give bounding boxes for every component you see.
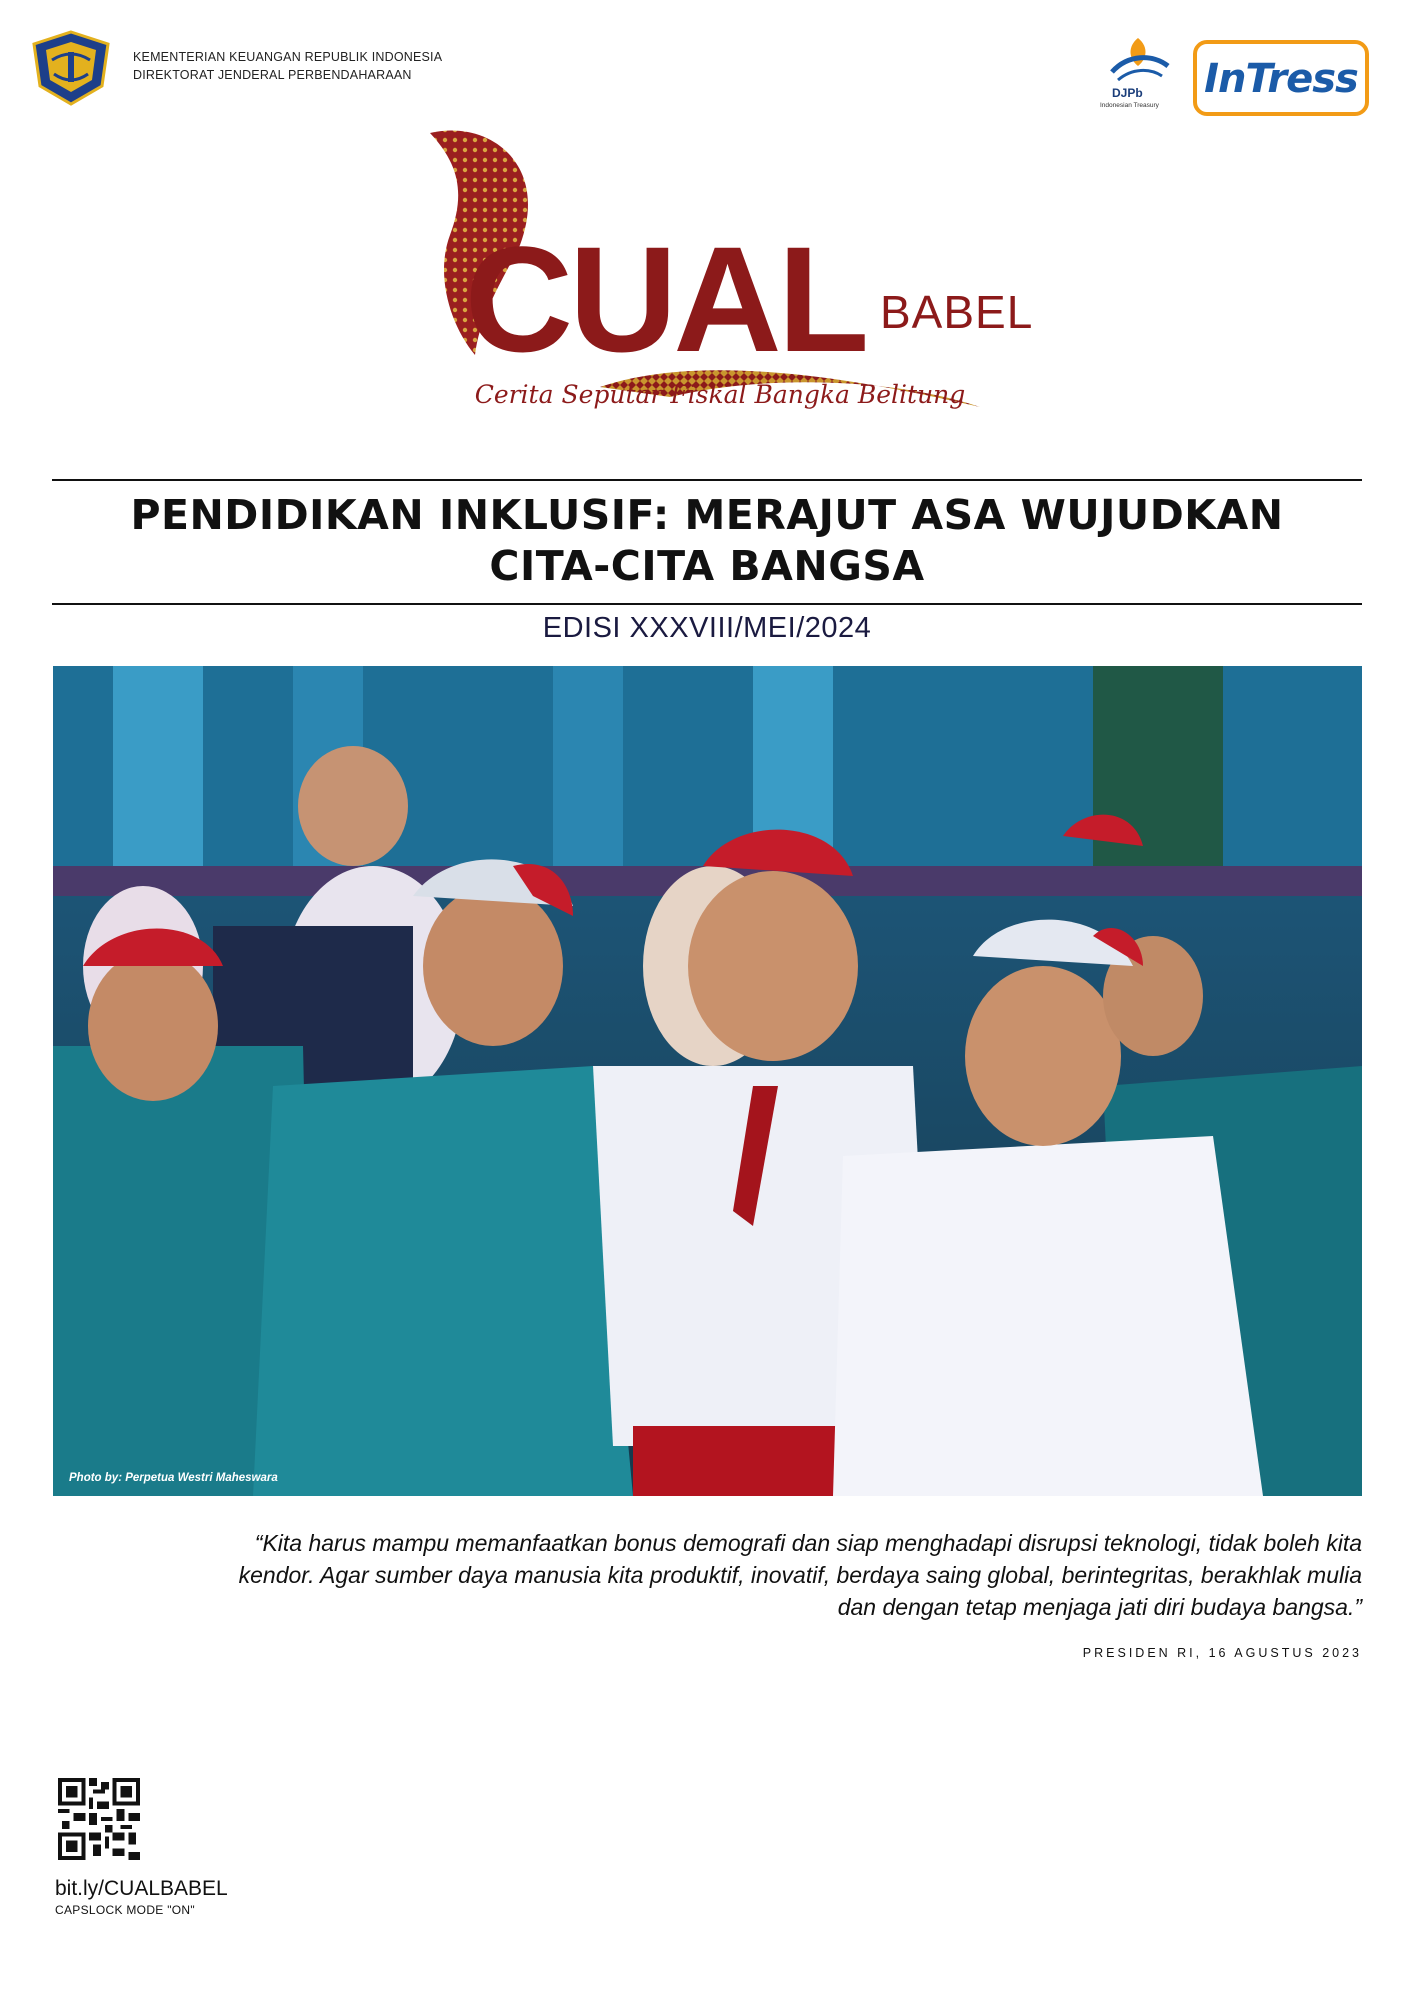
djpb-logo bbox=[1098, 36, 1178, 116]
quote-line-1: “Kita harus mampu memanfaatkan bonus demografi dan siap menghadapi disrupsi teknologi, tidak boleh kita bbox=[254, 1530, 1362, 1556]
footer-note: CAPSLOCK MODE "ON" bbox=[55, 1903, 195, 1917]
brand-wordmark: CUAL bbox=[464, 215, 866, 383]
intress-label: InTress bbox=[1204, 56, 1358, 102]
ministry-line-2: DIREKTORAT JENDERAL PERBENDAHARAAN bbox=[133, 68, 412, 82]
ministry-line-1: KEMENTERIAN KEUANGAN REPUBLIK INDONESIA bbox=[133, 50, 443, 64]
masthead-tagline: Cerita Seputar Fiskal Bangka Belitung bbox=[474, 380, 966, 409]
photo-credit: Photo by: Perpetua Westri Maheswara bbox=[69, 1472, 278, 1484]
cover-photo bbox=[53, 666, 1362, 1496]
schoolchildren-photo-illustration bbox=[53, 666, 1362, 1496]
presidential-quote bbox=[150, 1527, 1362, 1623]
kemenkeu-emblem-logo bbox=[30, 30, 112, 106]
quote-line-2: kendor. Agar sumber daya manusia kita produktif, inovatif, berdaya saing global, berintegritas, berakhlak mulia bbox=[238, 1562, 1362, 1588]
brand-suffix: BABEL bbox=[880, 286, 1034, 338]
article-title-line-1: PENDIDIKAN INKLUSIF: MERAJUT ASA WUJUDKAN bbox=[130, 491, 1284, 539]
title-top-rule bbox=[52, 479, 1362, 481]
article-title bbox=[52, 490, 1362, 592]
article-title-line-2: CITA-CITA BANGSA bbox=[489, 542, 925, 590]
ministry-name bbox=[133, 48, 442, 84]
djpb-label: DJPb bbox=[1112, 86, 1143, 100]
qr-code[interactable] bbox=[58, 1778, 140, 1860]
djpb-sublabel: Indonesian Treasury bbox=[1100, 102, 1159, 109]
intress-logo bbox=[1193, 40, 1369, 116]
cualbabel-masthead bbox=[420, 125, 1034, 425]
edition-label: EDISI XXXVIII/MEI/2024 bbox=[542, 612, 872, 644]
quote-line-3: dan dengan tetap menjaga jati diri budaya bangsa.” bbox=[837, 1594, 1362, 1620]
quote-source: PRESIDEN RI, 16 AGUSTUS 2023 bbox=[1082, 1646, 1362, 1660]
title-bottom-rule bbox=[52, 603, 1362, 605]
footer-short-link[interactable]: bit.ly/CUALBABEL bbox=[55, 1877, 228, 1900]
